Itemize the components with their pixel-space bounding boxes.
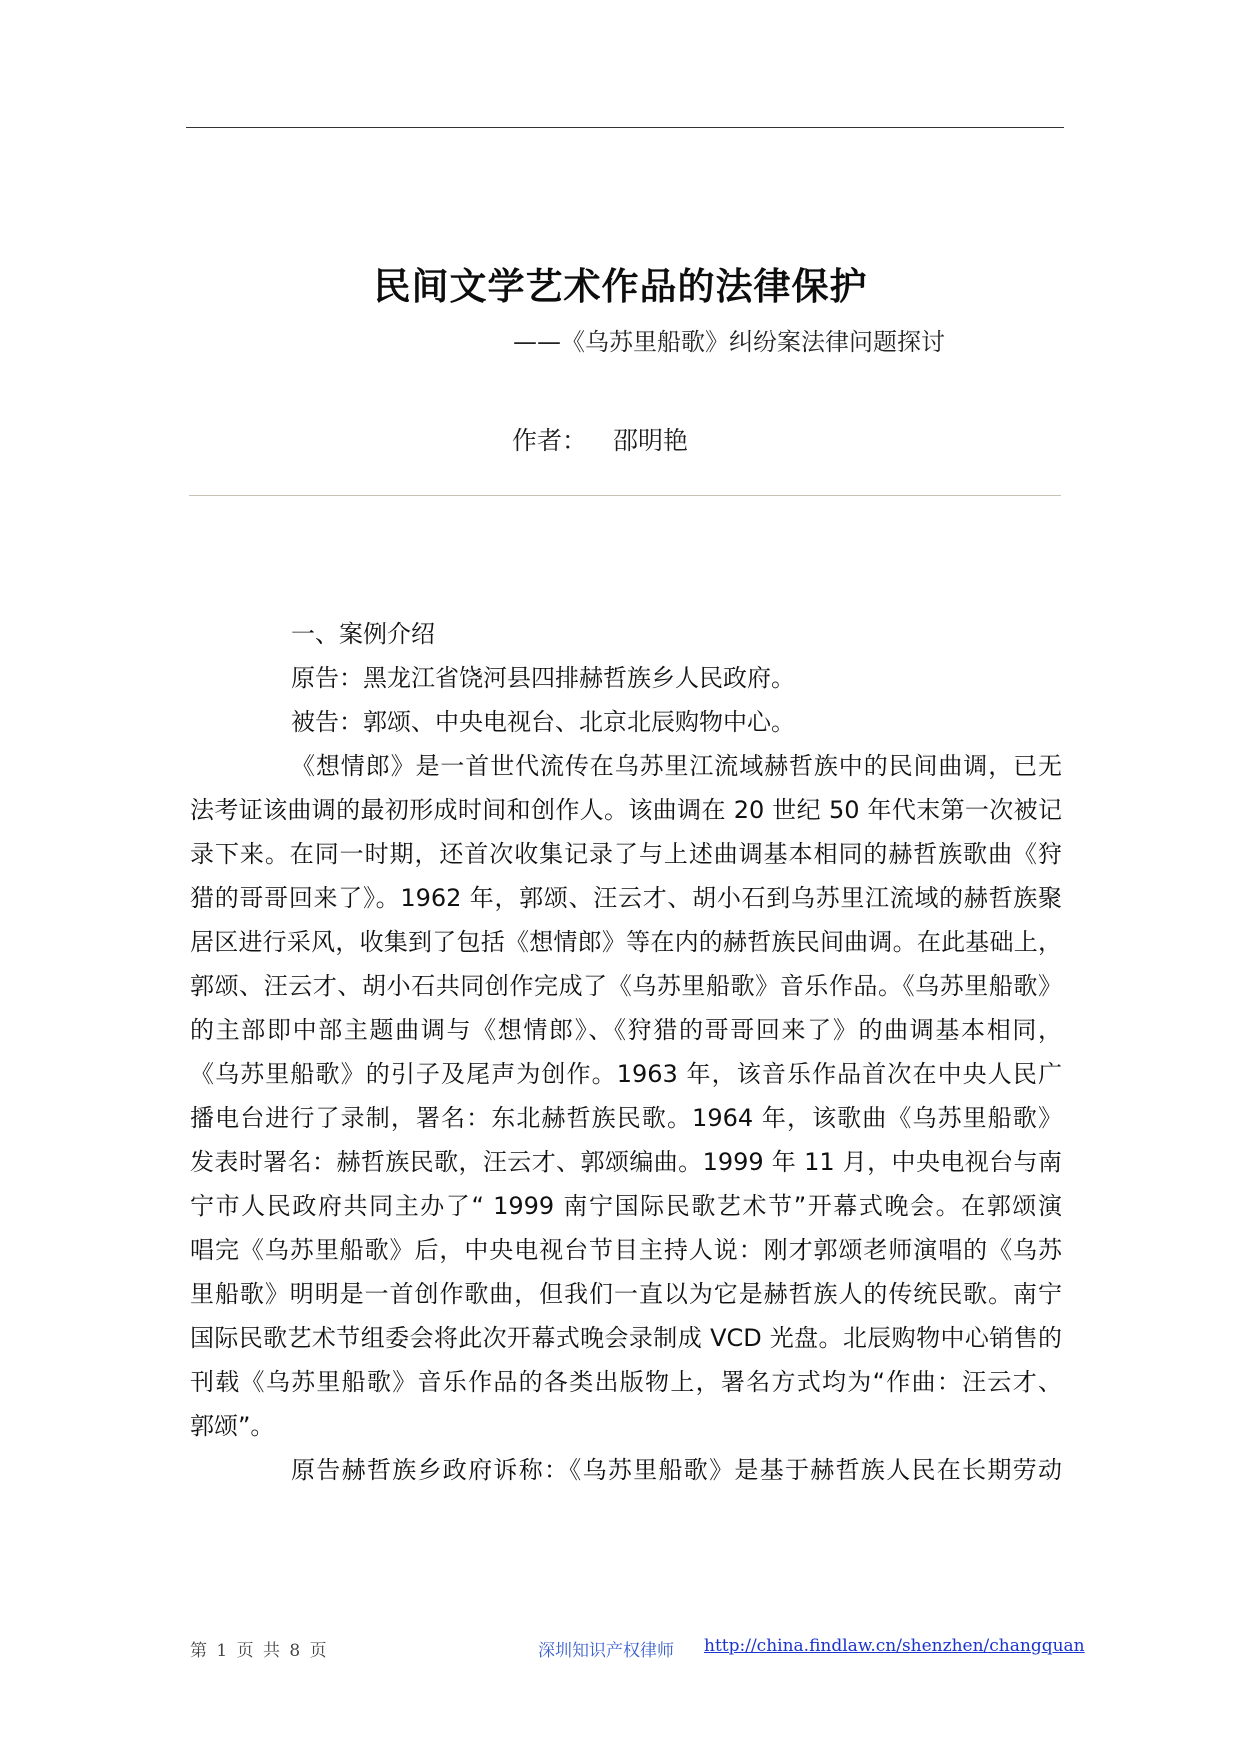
paragraph-line: 录下来。在同一时期，还首次收集记录了与上述曲调基本相同的赫哲族歌曲《狩	[190, 840, 1062, 868]
defendant-line: 被告：郭颂、中央电视台、北京北辰购物中心。	[291, 708, 795, 736]
title-separator	[189, 495, 1061, 496]
site-name-link[interactable]: 深圳知识产权律师	[538, 1641, 674, 1661]
section-heading: 一、案例介绍	[291, 620, 435, 648]
paragraph-case-facts	[190, 744, 1062, 1448]
author-name: 邵明艳	[613, 426, 689, 455]
paragraph-line: 里船歌》明明是一首创作歌曲，但我们一直以为它是赫哲族人的传统民歌。南宁	[190, 1280, 1062, 1308]
paragraph-line: 居区进行采风，收集到了包括《想情郎》等在内的赫哲族民间曲调。在此基础上，	[190, 928, 1062, 956]
page-number: 第 1 页 共 8 页	[190, 1641, 327, 1661]
site-url-link[interactable]: http://china.findlaw.cn/shenzhen/changquan	[704, 1636, 1085, 1656]
paragraph-line: 唱完《乌苏里船歌》后，中央电视台节目主持人说：刚才郭颂老师演唱的《乌苏	[190, 1236, 1062, 1264]
paragraph-line: 国际民歌艺术节组委会将此次开幕式晚会录制成 VCD 光盘。北辰购物中心销售的	[190, 1324, 1062, 1352]
page-footer	[0, 1636, 1241, 1666]
document-title: 民间文学艺术作品的法律保护	[373, 265, 868, 308]
paragraph-line: 法考证该曲调的最初形成时间和创作人。该曲调在 20 世纪 50 年代末第一次被记	[190, 796, 1062, 824]
plaintiff-line: 原告：黑龙江省饶河县四排赫哲族乡人民政府。	[291, 664, 795, 692]
paragraph-line: 发表时署名：赫哲族民歌，汪云才、郭颂编曲。1999 年 11 月，中央电视台与南	[190, 1148, 1062, 1176]
paragraph-plaintiff-claim	[190, 1448, 1062, 1492]
paragraph-line: 的主部即中部主题曲调与《想情郎》、《狩猎的哥哥回来了》的曲调基本相同，	[190, 1016, 1062, 1044]
author-line	[512, 421, 688, 457]
header-rule	[186, 127, 1064, 128]
paragraph-line: 原告赫哲族乡政府诉称：《乌苏里船歌》是基于赫哲族人民在长期劳动	[291, 1456, 1062, 1484]
document-body	[190, 612, 1062, 1492]
paragraph-line: 郭颂、汪云才、胡小石共同创作完成了《乌苏里船歌》音乐作品。《乌苏里船歌》	[190, 972, 1062, 1000]
paragraph-line: 宁市人民政府共同主办了“ 1999 南宁国际民歌艺术节”开幕式晚会。在郭颂演	[190, 1192, 1062, 1220]
paragraph-line: 《乌苏里船歌》的引子及尾声为创作。1963 年，该音乐作品首次在中央人民广	[190, 1060, 1062, 1088]
paragraph-line: 郭颂”。	[190, 1412, 275, 1440]
paragraph-line: 《想情郎》是一首世代流传在乌苏里江流域赫哲族中的民间曲调，已无	[291, 752, 1062, 780]
paragraph-line: 猎的哥哥回来了》。1962 年，郭颂、汪云才、胡小石到乌苏里江流域的赫哲族聚	[190, 884, 1062, 912]
paragraph-line: 刊载《乌苏里船歌》音乐作品的各类出版物上，署名方式均为“作曲：汪云才、	[190, 1368, 1062, 1396]
document-subtitle: ——《乌苏里船歌》纠纷案法律问题探讨	[513, 328, 945, 356]
author-label: 作者：	[512, 426, 588, 455]
paragraph-line: 播电台进行了录制，署名：东北赫哲族民歌。1964 年，该歌曲《乌苏里船歌》	[190, 1104, 1062, 1132]
